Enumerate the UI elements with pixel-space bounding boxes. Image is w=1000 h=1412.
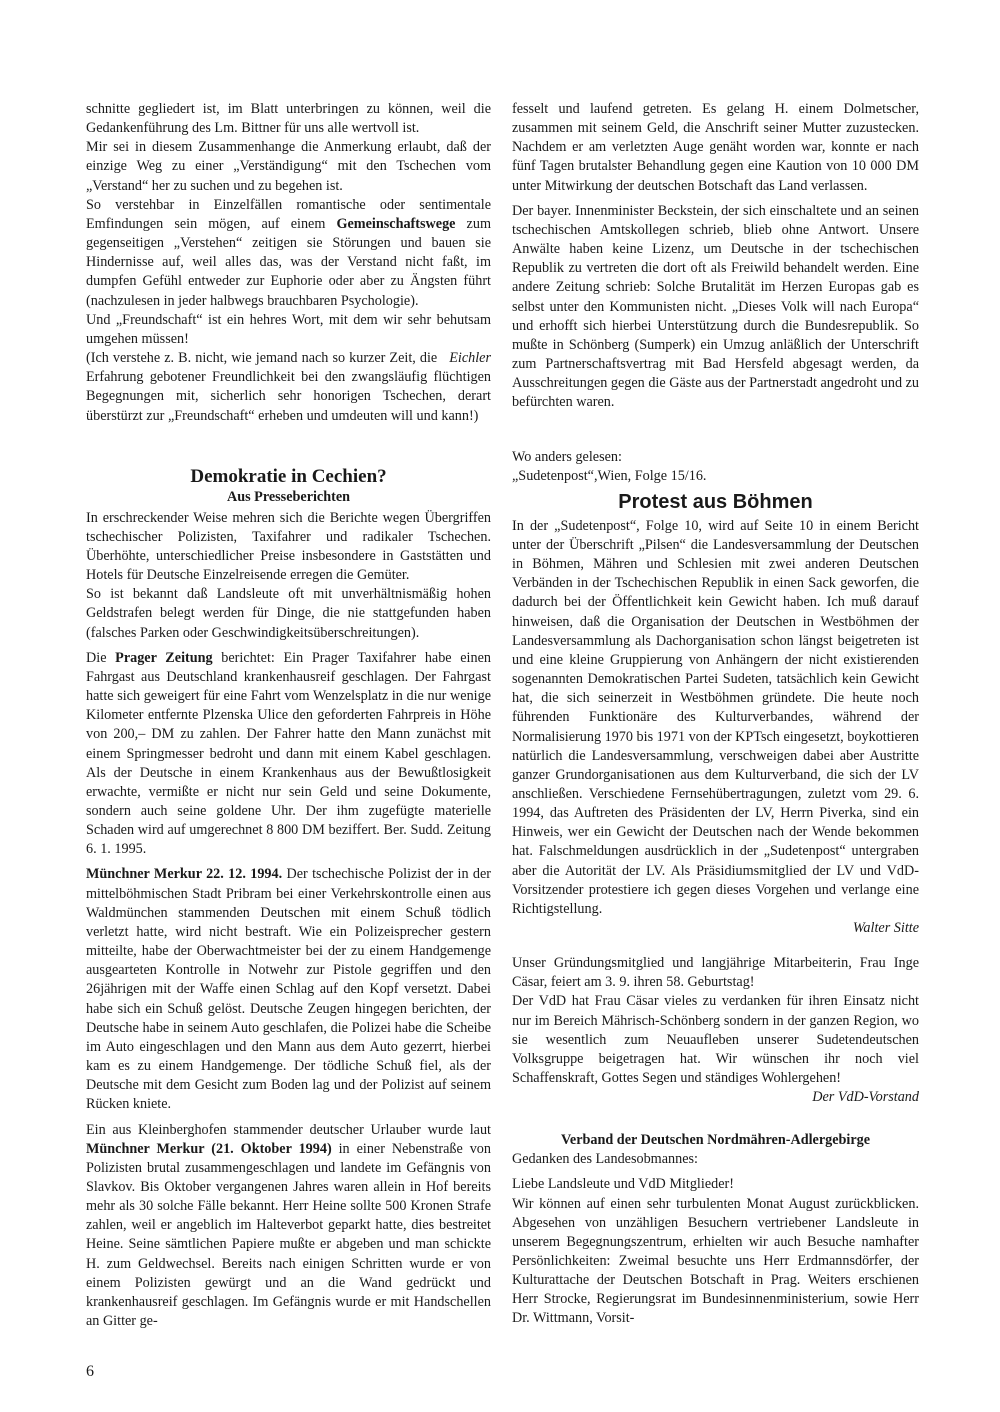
paragraph: Mir sei in diesem Zusammenhange die Anmerkung erlaubt, daß der einzige Weg zu einer „Verständigung“ mit den Tschechen vom „Verstand“ her zu suchen und zu begehen ist. — [86, 139, 491, 194]
paragraph: Gedanken des Landesobmannes: — [512, 1151, 698, 1168]
paragraph: Unser Gründungsmitglied und langjährige Mitarbeiterin, Frau Inge Cäsar, feiert am 3. 9. ihren 58. Geburtstag! — [512, 955, 919, 991]
page-number: 6 — [86, 1363, 94, 1380]
paragraph: Ein aus Kleinberghofen stammender deutscher Urlauber wurde laut Münchner Merkur (21. Oktober 1994) in einer Nebenstraße von Polizisten brutal zusammengeschlagen und landete im Gefängnis von Slavkov. Bis Oktober vergangenen Jahres waren allein in Hof bereits mehr als 30 solche Fälle bekannt. Herr Heine sollte 500 Kronen Strafe zahlen, weil er angeblich im Halteverbot geparkt hatte, dies bestreitet Heine. Seine sämtlichen Papiere mußte er abgeben und man schickte H. zum Geldwechsel. Bereits nach einigen Schritten wurde er von einem Polizisten gewürgt und an die Wand gedrückt und krankenhausreif geschlagen. Im Gefängnis wurde er mit Handschellen an Gitter ge- — [86, 1121, 491, 1330]
source-line: „Sudetenpost“,Wien, Folge 15/16. — [512, 467, 707, 484]
source-name: Prager Zeitung — [115, 649, 213, 666]
paragraph: fesselt und laufend getreten. Es gelang H. einem Dolmetscher, zusammen mit seinem Geld, die Anschrift seiner Mutter zuzustecken. Nachdem er am verletzten Auge genäht worden war, konnte er nach fünf Tagen brutalster Behandlung gegen eine Kaution von 10 000 DM unter Mitwirkung der deutschen Botschaft das Land verlassen. — [512, 101, 919, 194]
paragraph: Und „Freundschaft“ ist ein hehres Wort, mit dem wir sehr behutsam umgehen müssen! — [86, 311, 491, 347]
signature: Der VdD-Vorstand — [812, 1089, 919, 1106]
paragraph: Die Prager Zeitung berichtet: Ein Prager Taxifahrer habe einen Fahrgast aus Deutschland krankenhausreif geschlagen. Der Fahrgast hatte sich geweigert für eine Fahrt vom Wenzelsplatz in die nur wenige Kilometer entfernte Plzenska Ulice den geforderten Fahrpreis in Höhe von 200,– DM zu zahlen. Der Fahrer hatte den Mann zunächst mit einem Springmesser bedroht und dann mit einem Kabel geschlagen. Als der Deutsche in einem Krankenhaus aus der Bewußtlosigkeit erwachte, vermißte er nicht nur sein Geld und seine Dokumente, sondern auch seine goldene Uhr. Der ihm zugefügte materielle Schaden wird auf umgerechnet 8 800 DM beziffert. Ber. Sudd. Zeitung 6. 1. 1995. — [86, 649, 491, 858]
paragraph: Eichler (Ich verstehe z. B. nicht, wie jemand nach so kurzer Zeit, die Erfahrung gebotener Freundlichkeit bei den zwangsläufig flüchtigen Begegnungen mit, sicherlich sehr honorigen Tschechen, derart überstürzt zur „Freundschaft“ erheben und umdeuten will und kann!) — [86, 350, 491, 424]
article-subtitle: Aus Presseberichten — [226, 488, 351, 505]
paragraph: Der VdD hat Frau Cäsar vieles zu verdanken für ihren Einsatz nicht nur im Bereich Mährisch-Schönberg sondern in der ganzen Region, wo sie wesentlich zum Neuaufleben unserer Sudetendeutschen Volksgruppe beigetragen hat. Wir wünschen ihr noch viel Schaffenskraft, Gottes Segen und ständiges Wohlergehen! — [512, 993, 919, 1087]
source-note — [512, 448, 919, 486]
article-title: Demokratie in Cechien? — [190, 465, 387, 487]
article-title: Protest aus Böhmen — [618, 490, 813, 513]
source-line: Wo anders gelesen: — [512, 448, 622, 465]
article-continuation — [512, 100, 919, 413]
left-column — [86, 100, 491, 1331]
intro-continuation — [86, 100, 491, 426]
paragraph: schnitte gegliedert ist, im Blatt unterbringen zu können, weil die Gedankenführung des Lm. Bittner für uns alle wertvoll ist. — [86, 101, 491, 137]
article-demokratie — [86, 466, 491, 1332]
verband-section — [512, 1131, 919, 1328]
bold-term: Gemeinschaftswege — [336, 215, 456, 232]
paragraph: So ist bekannt daß Landsleute oft mit unverhältnismäßig hohen Geldstrafen belegt werden für Dinge, die nie stattgefunden haben (falsches Parken oder Geschwindigkeitsüberschreitungen). — [86, 586, 491, 641]
source-name: Münchner Merkur (21. Oktober 1994) — [86, 1140, 332, 1157]
greeting: Liebe Landsleute und VdD Mitglieder! — [512, 1176, 734, 1193]
signature: Walter Sitte — [852, 920, 919, 937]
paragraph: In erschreckender Weise mehren sich die Berichte wegen Übergriffen tschechischer Polizisten, Taxifahrer und radikaler Tschechen. Überhöhte, unterschiedlicher Preise insbesondere in Gaststätten und Hotels für Deutsche Einzelreisende erregen die Gemüter. — [86, 509, 491, 584]
source-name: Münchner Merkur 22. 12. 1994. — [86, 866, 283, 883]
paragraph: Münchner Merkur 22. 12. 1994. Der tschechische Polizist der in der mittelböhmischen Stadt Pribram bei einer Verkehrskontrolle einen aus Waldmünchen stammenden Deutschen mit einem Schuß tödlich verletzt hatte, wird nicht bestraft. Wie ein Polizeisprecher gestern mitteilte, habe der Oberwachtmeister bei der zu einem Handgemenge ausgearteten Kontrolle in Notwehr zur Pistole gegriffen und den 26jährigen mit der Waffe einen Schlag auf den Kopf versetzt. Dabei habe sich ein Schuß gelöst. Deutsche Zeugen hingegen berichten, der Deutsche habe in seinem Auto geschlafen, die Polizei habe die Scheibe im Auto eingeschlagen und den Mann aus dem Auto gezerrt, hierbei kam es zu einem Handgemenge. Der tödliche Schuß fiel, als der Deutsche mit dem Gesicht zum Boden lag und der Polizist auf seinem Rücken kniete. — [86, 866, 491, 1113]
section-title: Verband der Deutschen Nordmähren-Adlergebirge — [560, 1132, 871, 1149]
article-protest — [512, 490, 919, 938]
paragraph: Der bayer. Innenminister Beckstein, der sich einschaltete und an seinen tschechischen Amtskollegen schrieb, blieb ohne Antwort. Unsere Anwälte haben keine Lizenz, um Deutsche in der tschechischen Republik zu vertreten die dort oft als Freiwild behandelt werden. Eine andere Zeitung schrieb: Solche Brutalität im Herzen Europas gab es selbst unter den Kommunisten nicht. „Dieses Volk will nach Europa“ und erhofft sich hierbei Unterstützung durch die Bundesrepublik. So mußte in Schönberg (Sumperk) ein Umzug anläßlich der Unterschrift zum Partnerschaftsvertrag mit Bad Hersfeld abgesagt werden, da Ausschreitungen gegen die Gäste aus der Partnerstadt angedroht und zu befürchten waren. — [512, 202, 919, 411]
birthday-note — [512, 954, 919, 1107]
paragraph: Wir können auf einen sehr turbulenten Monat August zurückblicken. Abgesehen von unzähligen Besuchern vertriebener Landsleute in unserem Begegnungszentrum, erhielten wir auch Besuche namhafter Persönlichkeiten: Zweimal besuchte uns Herr Erdmannsdörfer, der Kulturattache der Deutschen Botschaft in Prag. Weiters erschienen Herr Strocke, Regierungsrat im Bundesinnenministerium, sowie Herr Dr. Wittmann, Vorsit- — [512, 1195, 919, 1327]
paragraph: So verstehbar in Einzelfällen romantische oder sentimentale Emfindungen sein mögen, auf einem Gemeinschaftswege zum gegenseitigen „Verstehen“ zeitigen sie Störungen und bauen sie Hindernisse auf, weil alles das, was der Verstand nicht faßt, im dumpfen Gefühl entweder zur Euphorie oder aber zu Ängsten führt (nachzulesen in jeder halbwegs brauchbaren Psychologie). — [86, 196, 491, 309]
paragraph: In der „Sudetenpost“, Folge 10, wird auf Seite 10 in einem Bericht unter der Überschrift „Pilsen“ die Landesversammlung der Deutschen in Böhmen, Mähren und Schlesien mit zwei anderen Deutschen Verbänden in der Tschechischen Republik in einen Sack geworfen, die dadurch bei der Öffentlichkeit kein Gewicht haben. Ich muß darauf hinweisen, daß die Organisation der Deutschen in Westböhmen der Landesversammlung als Dachorganisation schon längst beigetreten ist und eine kleine Gruppierung von Anhängern der nicht existierenden sogenannten Demokratischen Partei Sudeten, tatsächlich kein Gewicht hat, die sich seinerzeit in Westböhmen gründete. Die heute noch führenden Funktionäre des Kulturverbandes, während der Normalisierung 1970 bis 1971 von der KPTsch eingesetzt, boykottieren natürlich die Landesversammlung, verschweigen dabei aber Austritte ganzer Grundorganisationen aus dem Kulturverband, die sich der LV anschließen. Verschiedene Fernsehübertragungen, zuletzt vom 29. 6. 1994, das Auftreten des Präsidenten der LV, Herrn Piverka, sind ein Hinweis, wer ein Gewicht der Deutschen nach der Wende bekommen hat. Falschmeldungen ausdrücklich in der „Sudetenpost“ untergraben aber die Autorität der LV. Als Präsidiumsmitglied der LV und VdD-Vorsitzender protestiere ich gegen dieses Vorgehen und verlange eine Richtigstellung. — [512, 517, 919, 917]
signature: Eichler — [449, 350, 491, 367]
right-column — [512, 100, 919, 1329]
